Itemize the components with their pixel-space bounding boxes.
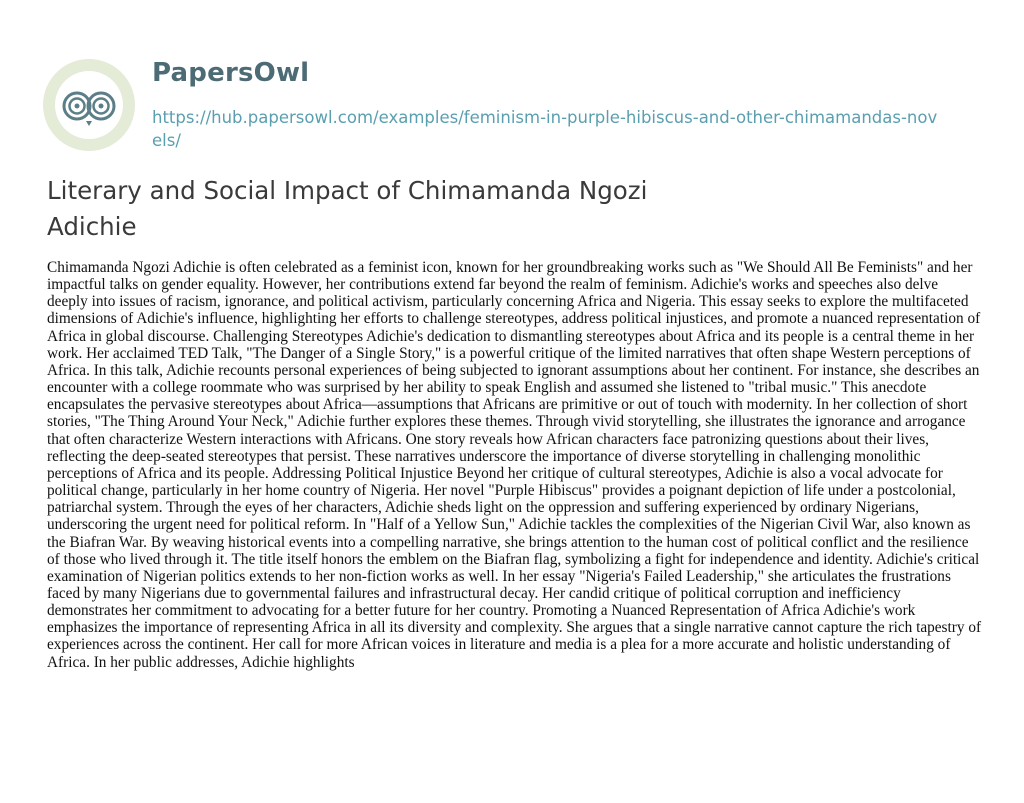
source-url-link[interactable]: https://hub.papersowl.com/examples/feminism-in-purple-hibiscus-and-other-chimamandas-novels/ (152, 108, 938, 150)
owl-eyes-icon (42, 58, 136, 152)
brand-name: PapersOwl (152, 58, 310, 88)
document-body: Chimamanda Ngozi Adichie is often celebrated as a feminist icon, known for her groundbreaking works such as "We Should All Be Feminists" and her impactful talks on gender equality. However, her contributions extend far beyond the realm of feminism. Adichie's works and speeches also delve deeply into issues of racism, ignorance, and political activism, particularly concerning Africa and Nigeria. This essay seeks to explore the multifaceted dimensions of Adichie's influence, highlighting her efforts to challenge stereotypes, address political injustices, and promote a nuanced representation of Africa in global discourse. Challenging Stereotypes Adichie's dedication to dismantling stereotypes about Africa and its people is a central theme in her work. Her acclaimed TED Talk, "The Danger of a Single Story," is a powerful critique of the limited narratives that often shape Western perceptions of Africa. In this talk, Adichie recounts personal experiences of being subjected to ignorant assumptions about her continent. For instance, she describes an encounter with a college roommate who was surprised by her ability to speak English and assumed she listened to "tribal music." This anecdote encapsulates the pervasive stereotypes about Africa—assumptions that Africans are primitive or out of touch with modernity. In her collection of short stories, "The Thing Around Your Neck," Adichie further explores these themes. Through vivid storytelling, she illustrates the ignorance and arrogance that often characterize Western interactions with Africans. One story reveals how African characters face patronizing questions about their lives, reflecting the deep-seated stereotypes that persist. These narratives underscore the importance of diverse storytelling in challenging monolithic perceptions of Africa and its people. Addressing Political Injustice Beyond her critique of cultural stereotypes, Adichie is also a vocal advocate for political change, particularly in her home country of Nigeria. Her novel "Purple Hibiscus" provides a poignant depiction of life under a postcolonial, patriarchal system. Through the eyes of her characters, Adichie sheds light on the oppression and suffering experienced by ordinary Nigerians, underscoring the urgent need for political reform. In "Half of a Yellow Sun," Adichie tackles the complexities of the Nigerian Civil War, also known as the Biafran War. By weaving historical events into a compelling narrative, she brings attention to the human cost of political conflict and the resilience of those who lived through it. The title itself honors the emblem on the Biafran flag, symbolizing a fight for independence and identity. Adichie's critical examination of Nigerian politics extends to her non-fiction works as well. In her essay "Nigeria's Failed Leadership," she articulates the frustrations faced by many Nigerians due to governmental failures and infrastructural decay. Her candid critique of political corruption and inefficiency demonstrates her commitment to advocating for a better future for her country. Promoting a Nuanced Representation of Africa Adichie's work emphasizes the importance of representing Africa in all its diversity and complexity. She argues that a single narrative cannot capture the rich tapestry of experiences across the continent. Her call for more African voices in literature and media is a plea for a more accurate and holistic understanding of Africa. In her public addresses, Adichie highlights (47, 259, 982, 671)
header (42, 30, 982, 150)
document-title: Literary and Social Impact of Chimamanda Ngozi Adichie (47, 176, 648, 241)
